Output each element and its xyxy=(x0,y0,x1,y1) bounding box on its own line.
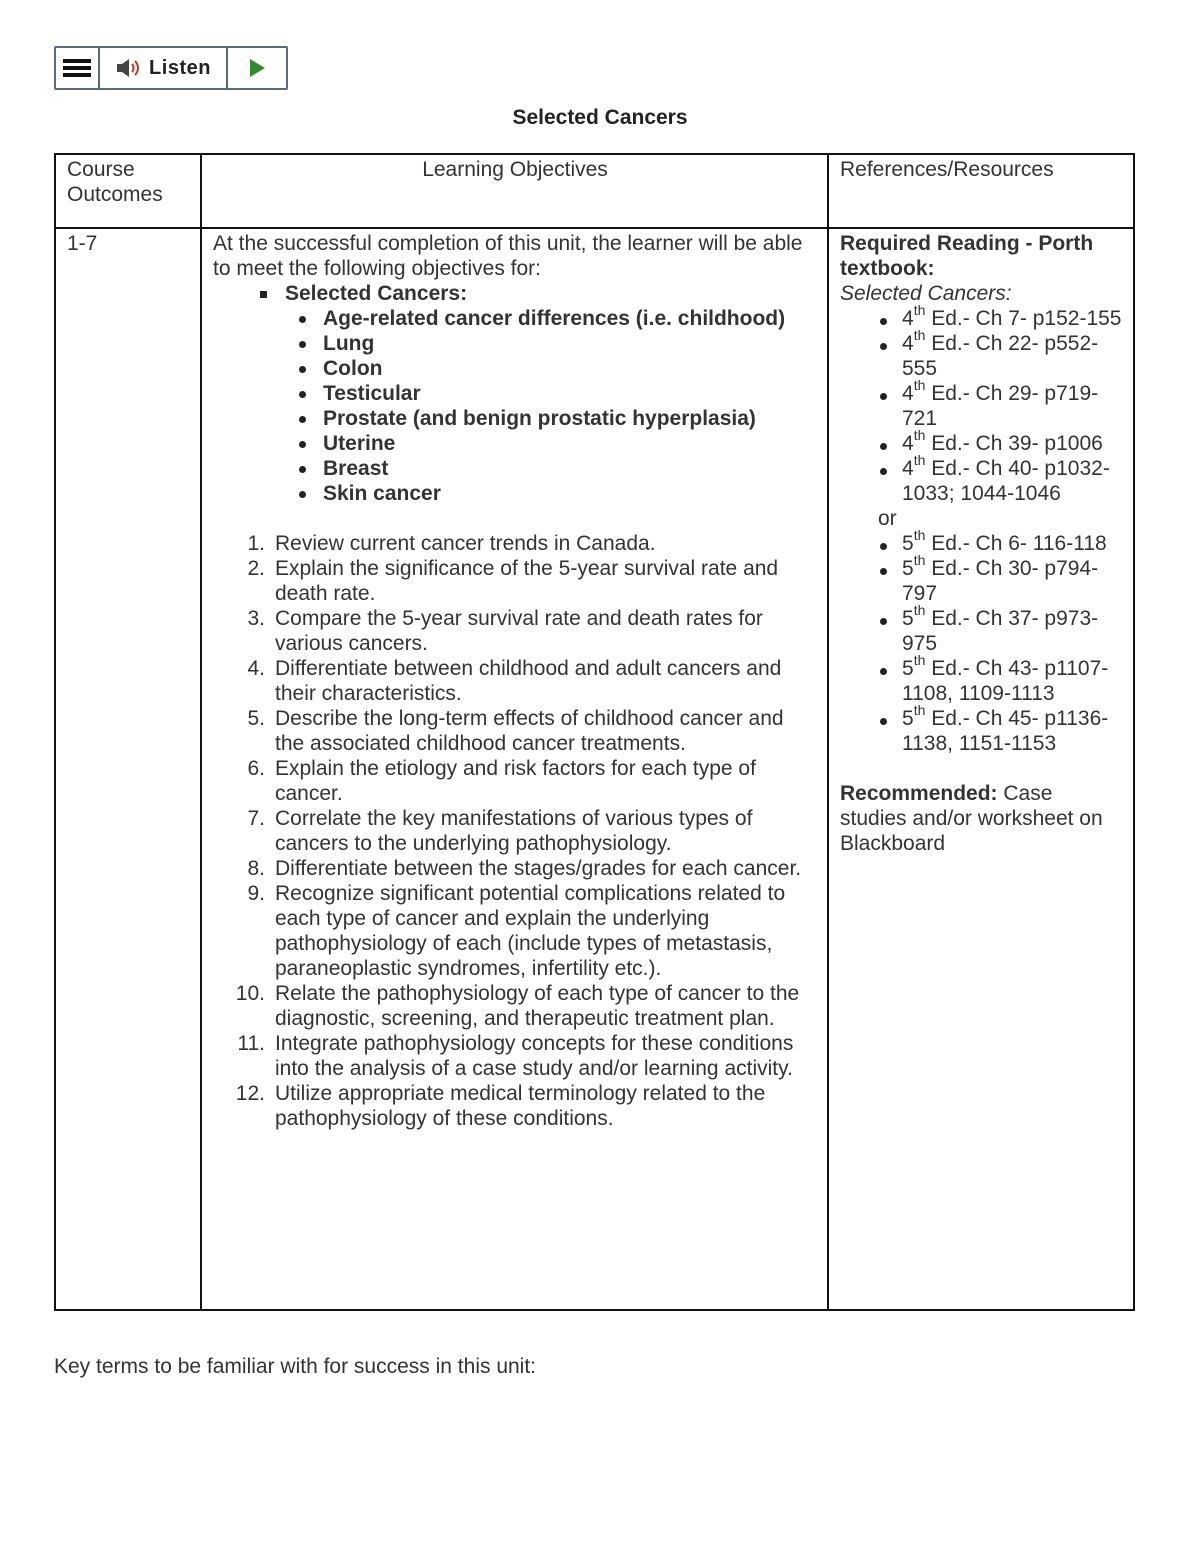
recommended-text: Case studies and/or worksheet on Blackboard xyxy=(840,782,1103,855)
reference-item: 5th Ed.- Ch 45- p1136-1138, 1151-1153 xyxy=(902,706,1123,756)
objective-item: Compare the 5-year survival rate and death rates for various cancers. xyxy=(275,607,763,655)
reference-item: 4th Ed.- Ch 39- p1006 xyxy=(902,431,1123,456)
objective-item: Review current cancer trends in Canada. xyxy=(275,532,656,555)
listen-toolbar xyxy=(54,46,288,90)
fourth-edition-list xyxy=(840,302,1123,506)
objective-item: Utilize appropriate medical terminology related to the pathophysiology of these conditions. xyxy=(275,1082,766,1130)
objective-item: Explain the significance of the 5-year survival rate and death rate. xyxy=(275,557,779,605)
listen-button[interactable] xyxy=(100,48,228,88)
references-topic: Selected Cancers: xyxy=(840,282,1012,305)
subtopic-item: Testicular xyxy=(323,381,817,406)
topic-label: Selected Cancers: xyxy=(285,282,468,305)
reference-item: 5th Ed.- Ch 37- p973-975 xyxy=(902,606,1123,656)
header-course-outcomes: Course Outcomes xyxy=(55,154,201,228)
subtopic-item: Colon xyxy=(323,356,817,381)
subtopic-item: Skin cancer xyxy=(323,481,817,506)
subtopic-item: Uterine xyxy=(323,431,817,456)
subtopic-list xyxy=(285,306,817,506)
play-button[interactable] xyxy=(228,48,286,88)
objective-item: Recognize significant potential complications related to each type of cancer and explain the underlying pathophysiology of each (include types of metastasis, paraneoplastic syndromes, infertility etc.). xyxy=(275,882,786,980)
objective-item: Describe the long-term effects of childhood cancer and the associated childhood cancer treatments. xyxy=(275,707,784,755)
hamburger-menu-icon xyxy=(63,56,91,80)
subtopic-item: Lung xyxy=(323,331,817,356)
topic-list xyxy=(213,281,817,506)
objective-item: Differentiate between the stages/grades for each cancer. xyxy=(275,857,802,880)
objectives-table xyxy=(54,153,1135,1311)
key-terms-heading: Key terms to be familiar with for success in this unit: xyxy=(54,1355,537,1378)
listen-label: Listen xyxy=(149,56,211,79)
reference-item: 4th Ed.- Ch 40- p1032-1033; 1044-1046 xyxy=(902,456,1123,506)
subtopic-item: Age-related cancer differences (i.e. childhood) xyxy=(323,306,817,331)
speaker-icon xyxy=(115,57,143,79)
objective-item: Differentiate between childhood and adult cancers and their characteristics. xyxy=(275,657,782,705)
objectives-list xyxy=(213,531,817,1131)
table-header-row xyxy=(55,154,1134,228)
table-body-row xyxy=(55,228,1134,1310)
objective-item: Relate the pathophysiology of each type of cancer to the diagnostic, screening, and therapeutic treatment plan. xyxy=(275,982,800,1030)
objectives-cell xyxy=(201,228,828,1310)
reference-item: 4th Ed.- Ch 29- p719-721 xyxy=(902,381,1123,431)
references-cell xyxy=(828,228,1134,1310)
play-icon xyxy=(248,58,266,78)
reference-item: 5th Ed.- Ch 6- 116-118 xyxy=(902,531,1123,556)
subtopic-item: Breast xyxy=(323,456,817,481)
objectives-intro: At the successful completion of this unit, the learner will be able to meet the following objectives for: xyxy=(213,232,803,280)
header-learning-objectives: Learning Objectives xyxy=(201,154,828,228)
objective-item: Integrate pathophysiology concepts for these conditions into the analysis of a case study and/or learning activity. xyxy=(275,1032,794,1080)
reference-item: 4th Ed.- Ch 7- p152-155 xyxy=(902,302,1122,330)
subtopic-item: Prostate (and benign prostatic hyperplasia) xyxy=(323,406,817,431)
recommended-label: Recommended: xyxy=(840,782,998,805)
topic-item xyxy=(285,281,817,506)
fifth-edition-list xyxy=(840,527,1123,756)
or-separator: or xyxy=(878,507,897,530)
reference-item: 5th Ed.- Ch 30- p794-797 xyxy=(902,556,1123,606)
header-references: References/Resources xyxy=(828,154,1134,228)
outcomes-cell: 1-7 xyxy=(55,228,201,1310)
page-title: Selected Cancers xyxy=(512,106,688,129)
menu-button[interactable] xyxy=(56,48,100,88)
recommended-note xyxy=(840,781,1123,856)
objective-item: Correlate the key manifestations of various types of cancers to the underlying pathophysiology. xyxy=(275,807,753,855)
objective-item: Explain the etiology and risk factors for each type of cancer. xyxy=(275,757,756,805)
reference-item: 5th Ed.- Ch 43- p1107-1108, 1109-1113 xyxy=(902,656,1123,706)
reference-item: 4th Ed.- Ch 22- p552-555 xyxy=(902,331,1123,381)
required-reading-heading: Required Reading - Porth textbook: xyxy=(840,232,1094,280)
